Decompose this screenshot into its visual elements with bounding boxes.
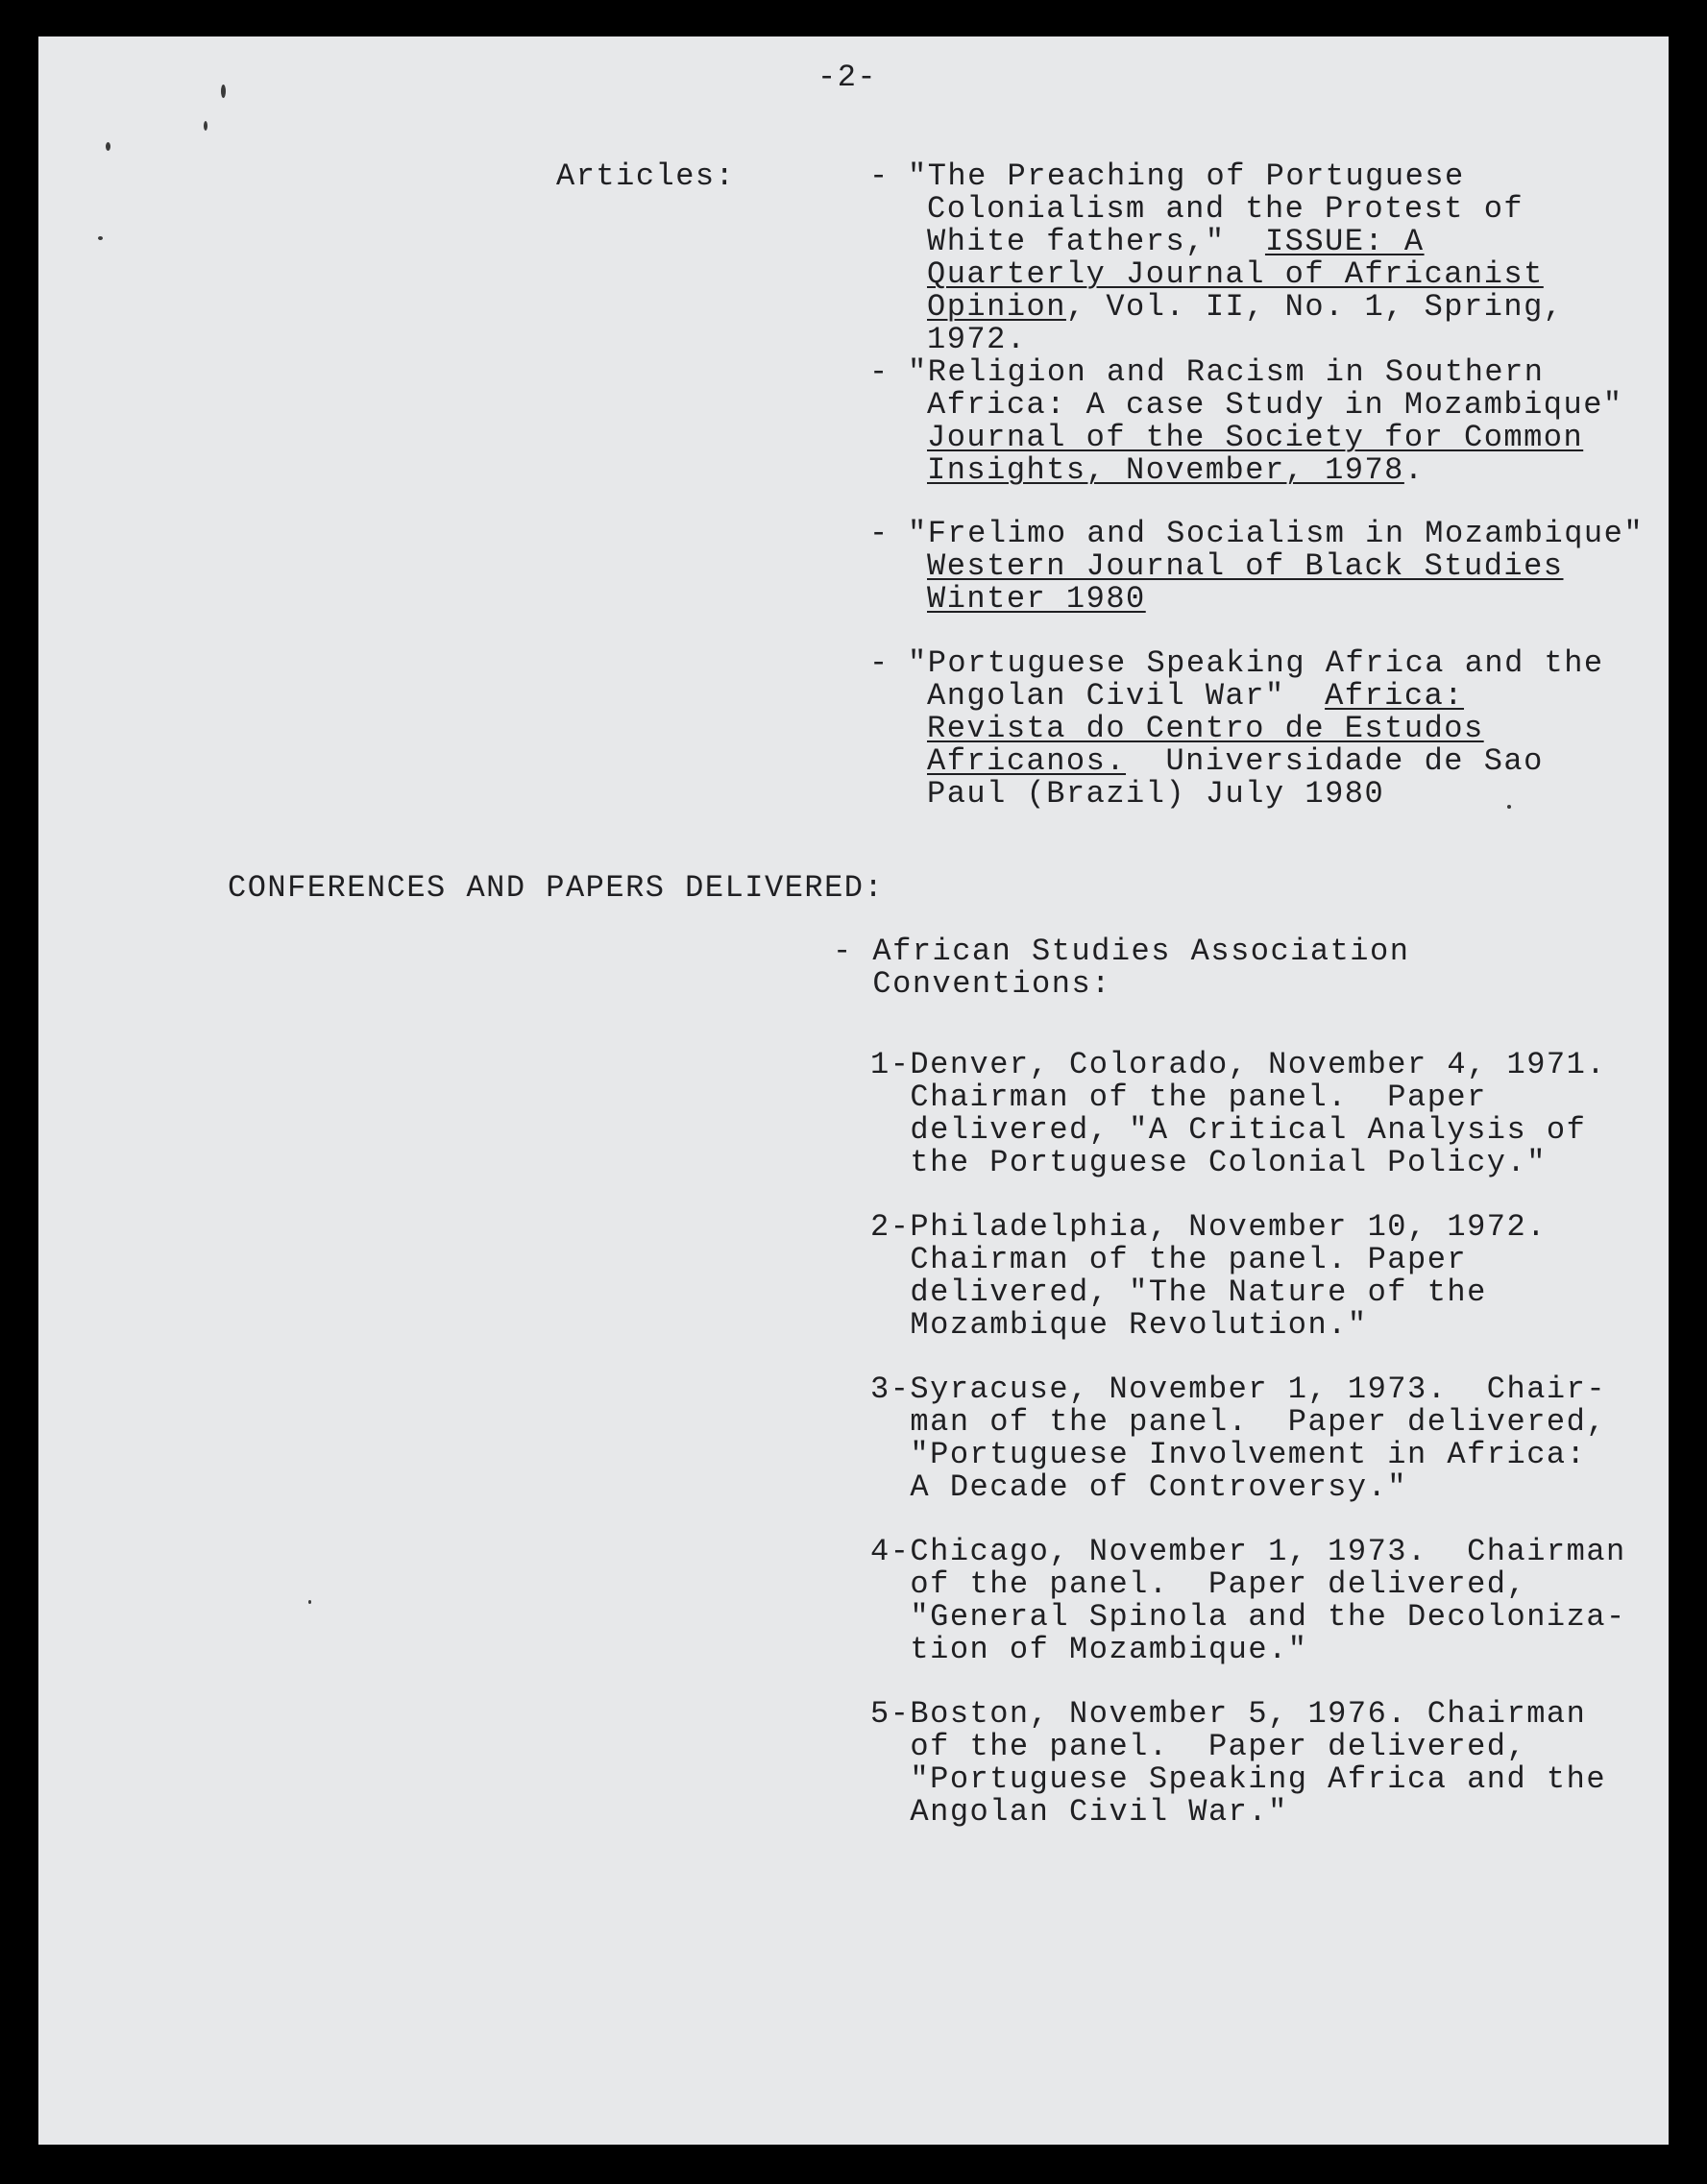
article-dash: -: [869, 158, 890, 194]
article-line: Africa: A case Study in Mozambique": [927, 387, 1623, 423]
journal-title: Journal of the Society for Common: [927, 420, 1584, 455]
conference-line: tion of Mozambique.": [870, 1632, 1308, 1667]
article-line: [927, 550, 1564, 583]
article-line: Africanos. Universidade de Sao: [927, 743, 1544, 779]
conference-line: 4-Chicago, November 1, 1973. Chairman: [870, 1534, 1626, 1569]
conference-line: 3-Syracuse, November 1, 1973. Chair-: [870, 1371, 1607, 1407]
conference-line: 2-Philadelphia, November 10, 1972.: [870, 1209, 1547, 1245]
journal-title: Africanos.: [927, 743, 1127, 779]
conference-line: "Portuguese Involvement in Africa:: [870, 1437, 1587, 1472]
conference-line: delivered, "A Critical Analysis of: [870, 1112, 1587, 1148]
journal-title: ISSUE: A: [1264, 224, 1425, 259]
article-line: "Portuguese Speaking Africa and the: [908, 645, 1604, 681]
document-page: [38, 36, 1669, 2145]
article-line: [927, 583, 1146, 616]
article-line: Opinion, Vol. II, No. 1, Spring,: [927, 289, 1564, 325]
conference-line: of the panel. Paper delivered,: [870, 1566, 1527, 1602]
conference-line: Angolan Civil War.": [870, 1794, 1288, 1830]
article-line: Colonialism and the Protest of: [927, 191, 1524, 227]
conference-line: Mozambique Revolution.": [870, 1307, 1368, 1343]
article-line: [927, 713, 1484, 745]
page-number: -2-: [817, 60, 878, 95]
conference-line: of the panel. Paper delivered,: [870, 1729, 1527, 1764]
scan-speck: [1507, 805, 1511, 809]
conferences-heading: CONFERENCES AND PAPERS DELIVERED:: [228, 870, 885, 906]
conference-line: man of the panel. Paper delivered,: [870, 1404, 1607, 1440]
article-line: 1972.: [927, 322, 1027, 357]
journal-title: Revista do Centro de Estudos: [927, 711, 1484, 746]
conference-line: "Portuguese Speaking Africa and the: [870, 1761, 1607, 1797]
conference-line: Chairman of the panel. Paper: [870, 1242, 1468, 1277]
article-line: Angolan Civil War" Africa:: [927, 678, 1464, 714]
articles-heading: Articles:: [556, 158, 736, 194]
journal-title: Winter 1980: [927, 581, 1146, 617]
conference-line: A Decade of Controversy.": [870, 1469, 1407, 1505]
journal-title: Quarterly Journal of Africanist: [927, 256, 1544, 292]
article-line: "Religion and Racism in Southern: [908, 354, 1545, 390]
conference-line: delivered, "The Nature of the: [870, 1274, 1487, 1310]
conference-line: Chairman of the panel. Paper: [870, 1080, 1487, 1115]
article-line: Insights, November, 1978.: [927, 452, 1425, 488]
conference-line: 1-Denver, Colorado, November 4, 1971.: [870, 1047, 1607, 1082]
article-line: "The Preaching of Portuguese: [908, 158, 1465, 194]
journal-title: Insights, November, 1978: [927, 452, 1404, 488]
conference-line: the Portuguese Colonial Policy.": [870, 1145, 1547, 1180]
conference-line: "General Spinola and the Decoloniza-: [870, 1599, 1626, 1635]
article-dash: -: [869, 354, 890, 390]
journal-title: Africa:: [1325, 678, 1464, 714]
article-dash: -: [869, 645, 890, 681]
article-dash: -: [869, 516, 890, 551]
article-line: [927, 258, 1544, 291]
journal-title: Western Journal of Black Studies: [927, 548, 1564, 584]
scan-speck: [204, 121, 207, 131]
article-line: Paul (Brazil) July 1980: [927, 776, 1385, 812]
article-line: "Frelimo and Socialism in Mozambique": [908, 516, 1645, 551]
conference-line: 5-Boston, November 5, 1976. Chairman: [870, 1696, 1587, 1732]
scan-speck: [308, 1600, 311, 1604]
article-line: [927, 422, 1583, 454]
journal-title: Opinion: [927, 289, 1066, 325]
conference-intro-line: - African Studies Association: [833, 934, 1410, 969]
scan-speck: [98, 236, 103, 240]
scan-speck: [106, 142, 110, 151]
conference-intro-line: Conventions:: [833, 966, 1111, 1002]
article-line: White fathers," ISSUE: A: [927, 224, 1425, 259]
scan-speck: [221, 85, 226, 98]
